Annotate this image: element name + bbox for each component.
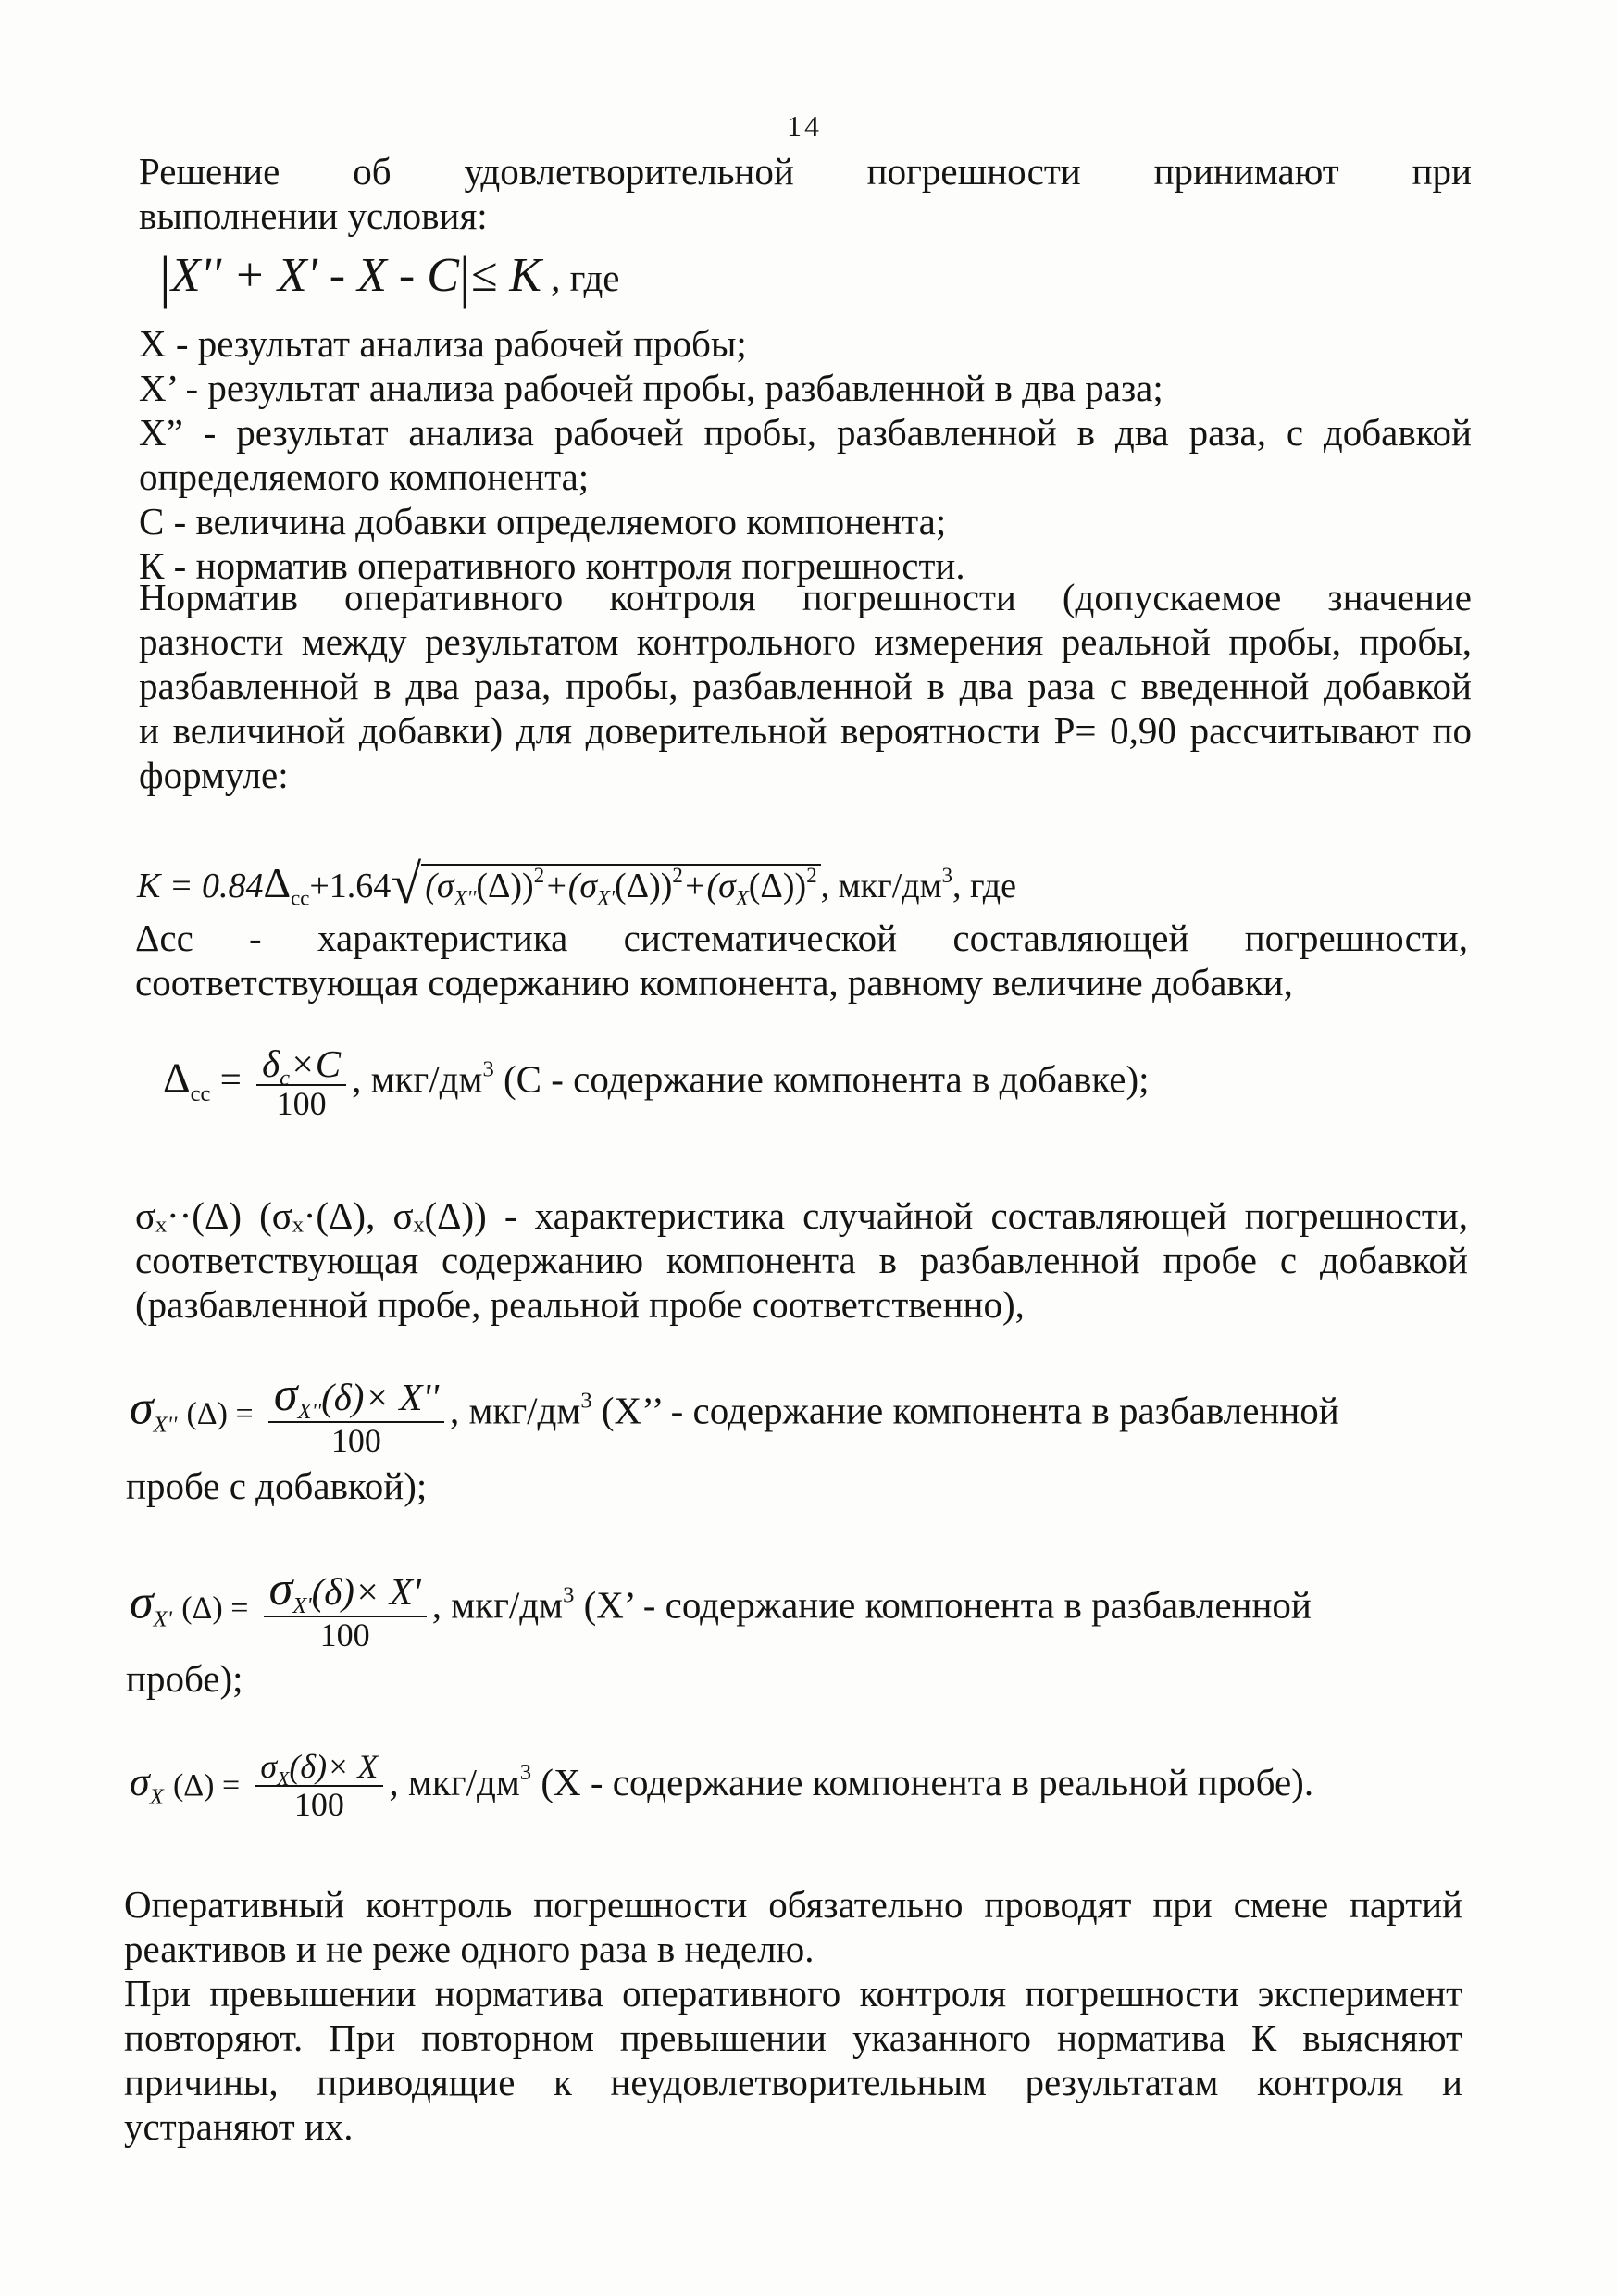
definition-x2: X” - результат анализа рабочей пробы, разбавленной в два раза, с добавкой [139, 410, 1472, 454]
fraction: $\frac{\sigma_{X''}(\delta)\times X''}{100}$ [268, 1370, 444, 1459]
fraction: $\frac{\delta_c\times C}{100}$ [256, 1044, 346, 1123]
fraction: $\frac{\sigma_X(\delta)\times X}{100}$ [255, 1750, 383, 1823]
dcc-line: Δсс - характеристика систематической составляющей погрешности, [135, 917, 1468, 959]
closing-line: причины, приводящие к неудовлетворительным результатам контроля и [124, 2060, 1462, 2103]
formula-sigma-x2-cont: пробе с добавкой); [126, 1465, 428, 1507]
sigma-line: σₓ··(Δ) (σₓ·(Δ), σₓ(Δ)) - характеристика случайной составляющей погрешности, [135, 1194, 1468, 1237]
formula-sigma-x1: $\sigma_{X'}$ (Δ) = $\frac{\sigma_{X'}(\delta)\times X'}{100}$ , мкг/$дм^3$ (X’ - содержание компонента в разбавленной [130, 1563, 1312, 1653]
norm-line: разбавленной в два раза, пробы, разбавленной в два раза с введенной добавкой [139, 664, 1472, 707]
sqrt-body: $(\sigma_{X''}(\Delta))^2+(\sigma_{X'}(\Delta))^2+(\sigma_X(\Delta))^2$ [421, 864, 820, 906]
closing-line: реактивов и не реже одного раза в неделю. [124, 1927, 815, 1970]
intro-paragraph [139, 150, 1472, 239]
norm-paragraph [139, 576, 1472, 798]
closing-line: устраняют их. [124, 2104, 354, 2148]
norm-line: и величиной добавки) для доверительной вероятности Р= 0,90 рассчитывают по [139, 708, 1472, 752]
dcc-definition [135, 917, 1468, 1005]
norm-line: формуле: [139, 753, 289, 796]
formula-k-lhs: K = 0.84 [137, 867, 264, 905]
intro-line-1 [139, 150, 1472, 194]
delta-symbol: Δ [263, 859, 292, 906]
formula-dcc: $\Delta_{сс}$ = $\frac{\delta_c\times C}{100}$ , мкг/$дм^3$ (С - содержание компонента в добавке); [163, 1042, 1150, 1123]
definition-x1: X’ - результат анализа рабочей пробы, разбавленной в два раза; [139, 366, 1163, 409]
intro-word: Решение [139, 150, 280, 193]
dcc-line: соответствующая содержанию компонента, равному величине добавки, [135, 960, 1293, 1004]
sigma-line: соответствующая содержанию компонента в разбавленной пробе с добавкой [135, 1238, 1468, 1281]
closing-paragraphs [124, 1883, 1462, 2150]
intro-line-2: выполнении условия: [139, 193, 488, 237]
intro-word: принимают [1153, 150, 1339, 193]
condition-formula: |X'' + X' - X - C|≤ K , где [159, 243, 620, 309]
definitions [139, 322, 1472, 589]
norm-line: разности между результатом контрольного измерения реальной пробы, пробы, [139, 619, 1472, 663]
formula-k-plus: +1.64 [309, 867, 392, 905]
condition-lhs: X'' + X' - X - C [170, 249, 459, 302]
definition-k: К - норматив оперативного контроля погрешности. [139, 543, 965, 587]
intro-word: погрешности [866, 150, 1081, 193]
formula-sigma-x: $\sigma_X$ (Δ) = $\frac{\sigma_X(\delta)\times X}{100}$ , мкг/$дм^3$ (X - содержание компонента в реальной пробе). [130, 1748, 1314, 1823]
definition-c: С - величина добавки определяемого компонента; [139, 499, 947, 543]
formula-sigma-x2: $\sigma_{X''}$ (Δ) = $\frac{\sigma_{X''}(\delta)\times X''}{100}$ , мкг/$дм^3$ (X’’ - содержание компонента в разбавленной [130, 1368, 1339, 1459]
condition-rel: ≤ K [470, 249, 541, 302]
intro-word: удовлетворительной [464, 150, 794, 193]
closing-line: Оперативный контроль погрешности обязательно проводят при смене партий [124, 1883, 1462, 1926]
formula-sigma-x1-cont: пробе); [126, 1657, 243, 1700]
sqrt-icon: √ [391, 854, 422, 915]
sigma-line: (разбавленной пробе, реальной пробе соответственно), [135, 1282, 1025, 1326]
closing-line: повторяют. При повторном превышении указанного норматива К выясняют [124, 2015, 1462, 2059]
intro-word: при [1412, 150, 1472, 193]
formula-k: $K = 0.84\Delta_{сс}+1.64√$ $(\sigma_{X''}(\Delta))^2+(\sigma_{X'}(\Delta))^2+(\sigma_X(\Delta))^2$ , мкг/$дм^3$, где [137, 854, 1016, 915]
definition-x: X - результат анализа рабочей пробы; [139, 322, 747, 365]
norm-line: Норматив оперативного контроля погрешности (допускаемое значение [139, 576, 1472, 618]
intro-word: об [353, 150, 392, 193]
definition-x2-cont: определяемого компонента; [139, 455, 590, 498]
condition-suffix: , где [551, 256, 620, 299]
sigma-definition [135, 1194, 1468, 1328]
page-number: 14 [787, 109, 822, 143]
closing-line: При превышении норматива оперативного контроля погрешности эксперимент [124, 1971, 1462, 2015]
fraction: $\frac{\sigma_{X'}(\delta)\times X'}{100}$ [264, 1565, 427, 1653]
